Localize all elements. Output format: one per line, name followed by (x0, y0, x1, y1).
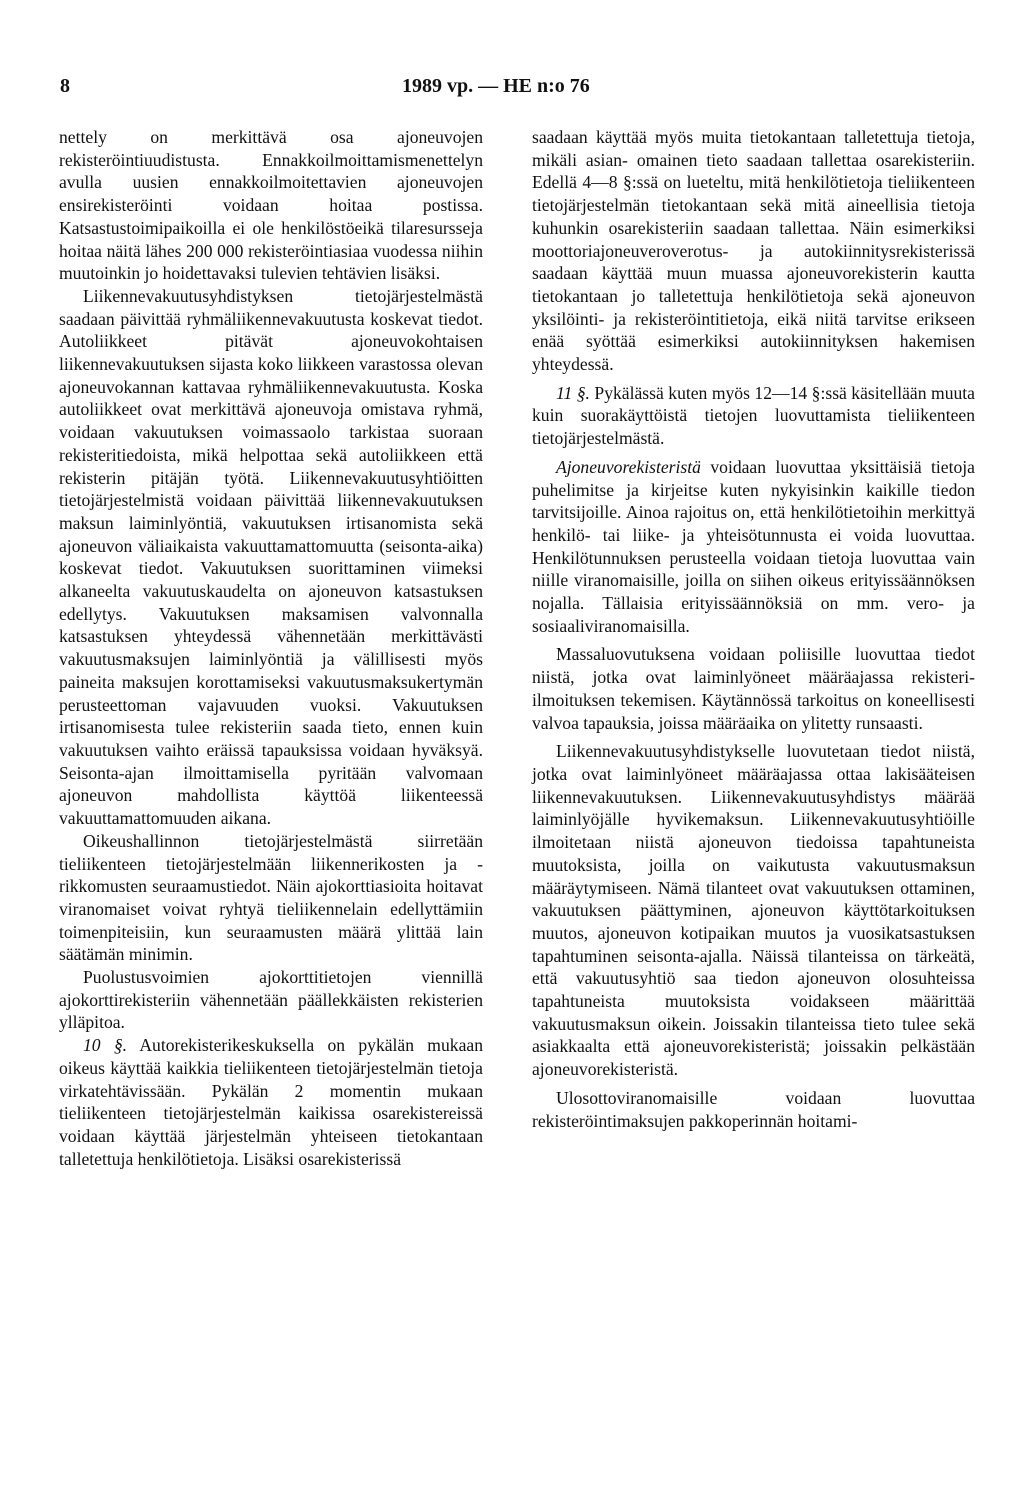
section-10-text: Autorekisterikeskuksella on pykälän mukaan oikeus käyttää kaikkia tieliikenteen tietojärjestelmän tietoja virkatehtävissään. Pykälän 2 momentin mukaan tieliikenteen tietojärjestelmän kaikissa osarekistereissä voidaan käyttää järjestelmän yhteiseen tietokantaan talletettuja henkilötietoja. Lisäksi osarekisterissä (59, 1035, 483, 1169)
left-paragraph-1: nettely on merkittävä osa ajoneuvojen rekisteröintiuudistusta. Ennakkoilmoittamismenettelyn avulla uusien ennakkoilmoitettavien ajoneuvojen ensirekisteröinti voidaan hoitaa postissa. Katsastustoimipaikoilla ei ole henkilöstöeikä tilaresursseja hoitaa näitä lähes 200 000 rekisteröintiasiaa vuodessa niihin muutoinkin jo hoidettavaksi tulevien tehtävien lisäksi. (59, 127, 483, 284)
right-paragraph-6: Ulosottoviranomaisille voidaan luovuttaa rekisteröintimaksujen pakkoperinnän hoitami- (532, 1087, 975, 1131)
left-paragraph-4: Puolustusvoimien ajokorttitietojen viennillä ajokorttirekisteriin vähennetään päällekkäisten rekisterien ylläpitoa. (59, 967, 483, 1033)
running-head: 1989 vp. — HE n:o 76 (402, 75, 590, 97)
right-paragraph-4: Massaluovutuksena voidaan poliisille luovuttaa tiedot niistä, jotka ovat laiminlyöneet määräajassa rekisteri-ilmoituksen tekemisen. Käytännössä tarkoitus on koneellisesti valvoa tapauksia, joissa määräaika on ylitetty runsaasti. (532, 644, 975, 733)
right-paragraph-2 (532, 382, 975, 450)
left-paragraph-3: Oikeushallinnon tietojärjestelmästä siirretään tieliikenteen tietojärjestelmään liikennerikosten ja -rikkomusten seuraamustiedot. Näin ajokorttiasioita hoitavat viranomaiset voivat ryhtyä tieliikennelain edellyttämiin toimenpiteisiin, kun seuraamusten määrä ylittää lain säätämän minimin. (59, 830, 483, 965)
right-paragraph-3 (532, 456, 975, 638)
left-paragraph-2: Liikennevakuutusyhdistyksen tietojärjestelmästä saadaan päivittää ryhmäliikennevakuutusta koskevat tiedot. Autoliikkeet pitävät ajoneuvokohtaisen liikennevakuutuksen sijasta koko liikkeen varastossa olevan ajoneuvokannan kattavaa ryhmäliikennevakuutusta. Koska autoliikkeet ovat merkittävä ajoneuvoja omistava ryhmä, voidaan vakuutuksen voimassaolo tarkistaa suoraan rekisteritiedoista, mikä helpottaa sekä autoliikkeen että rekisterin pitäjän työtä. Liikennevakuutusyhtiöitten tietojärjestelmistä voidaan päivittää liikennevakuutuksen maksun laiminlyöntiä, vakuutuksen irtisanomista sekä ajoneuvon väliaikaista vakuuttamattomuutta (seisonta-aika) koskevat tiedot. Vakuutuksen suorittaminen viimeksi alkaneelta vakuutuskaudelta on ajoneuvon katsastuksen edellytys. Vakuutuksen maksamisen valvonnalla katsastuksen yhteydessä vähennetään merkittävästi vakuutusmaksujen laiminlyöntiä ja välillisesti myös paineita maksujen korottamiseksi vakuutusmaksukertymän perusteettoman vajavuuden vuoksi. Vakuutuksen irtisanomisesta tulee rekisteriin saada tieto, ennen kuin vakuutuksen vaihto eräissä tapauksissa voidaan hyväksyä. Seisonta-ajan ilmoittamisella pyritään valvomaan ajoneuvon mahdollista käyttöä liikenteessä vakuuttamattomuuden aikana. (59, 285, 483, 829)
section-label-11: 11 §. (556, 382, 590, 403)
left-paragraph-5 (59, 1034, 483, 1170)
ajoneuvorekisteri-text: voidaan luovuttaa yksittäisiä tietoja puhelimitse ja kirjeitse kuten nykyisinkin kaikille tiedon tarvitsijoille. Ainoa rajoitus on, että henkilötietoihin merkittyä henkilö- tai liike- ja yhteisötunnusta ei voida luovuttaa. Henkilötunnuksen perusteella voidaan tietoja luovuttaa vain niille viranomaisille, joilla on siihen oikeus erityissäännöksen nojalla. Tällaisia erityissäännöksiä on mm. vero- ja sosiaaliviranomaisilla. (532, 456, 975, 636)
section-11-text: Pykälässä kuten myös 12—14 §:ssä käsitellään muuta kuin suorakäyttöistä tietojen luovuttamista tieliikenteen tietojärjestelmästä. (532, 382, 975, 449)
right-paragraph-1: saadaan käyttää myös muita tietokantaan talletettuja tietoja, mikäli asian- omainen tieto saadaan tallettaa osarekisteriin. Edellä 4—8 §:ssä on lueteltu, mitä henkilötietoja tieliikenteen tietojärjestelmän tietokantaan sekä mitä aineellisia tietoja kuhunkin osarekisteriin saadaan tallettaa. Näin esimerkiksi moottoriajoneuveroverotus- ja autokiinnitysrekisterissä saadaan käyttää muun muassa ajoneuvorekisterin kautta tietokantaan jo talletettuja henkilötietoja sekä ajoneuvon yksilöinti- ja rekisteröintitietoja, eikä niitä tarvitse erikseen enää syöttää esimerkiksi autokiinnityksen hakemisen yhteydessä. (532, 127, 975, 375)
page-header (0, 75, 1024, 107)
left-column (59, 126, 483, 1170)
section-label-10: 10 §. (83, 1035, 128, 1056)
heading-ajoneuvorekisterista: Ajoneuvorekisteristä (556, 456, 701, 477)
page-number: 8 (60, 75, 70, 97)
right-column (532, 126, 975, 1132)
right-paragraph-5: Liikennevakuutusyhdistykselle luovutetaan tiedot niistä, jotka ovat laiminlyöneet määräajassa ottaa lakisääteisen liikennevakuutuksen. Liikennevakuutusyhdistys määrää laiminlyöjälle hyvikemaksun. Liikennevakuutusyhtiöille ilmoitetaan niistä ajoneuvon tiedoissa tapahtuneista muutoksista, joilla on vaikutusta vakuutusmaksun määräytymiseen. Nämä tilanteet ovat vakuutuksen ottaminen, vakuutuksen päättyminen, ajoneuvon käyttötarkoituksen muutos, ajoneuvon kotipaikan muutos ja vuosikatsastuksen tapahtuminen seisonta-ajalla. Näissä tilanteissa on tärkeätä, että vakuutusyhtiö saa tiedon ajoneuvon olosuhteissa tapahtuneista muutoksista voidakseen määrittää vakuutusmaksun oikein. Joissakin tilanteissa tieto tulee sekä asiakkaalta että ajoneuvorekisteristä; joissakin pelkästään ajoneuvorekisteristä. (532, 741, 975, 1080)
